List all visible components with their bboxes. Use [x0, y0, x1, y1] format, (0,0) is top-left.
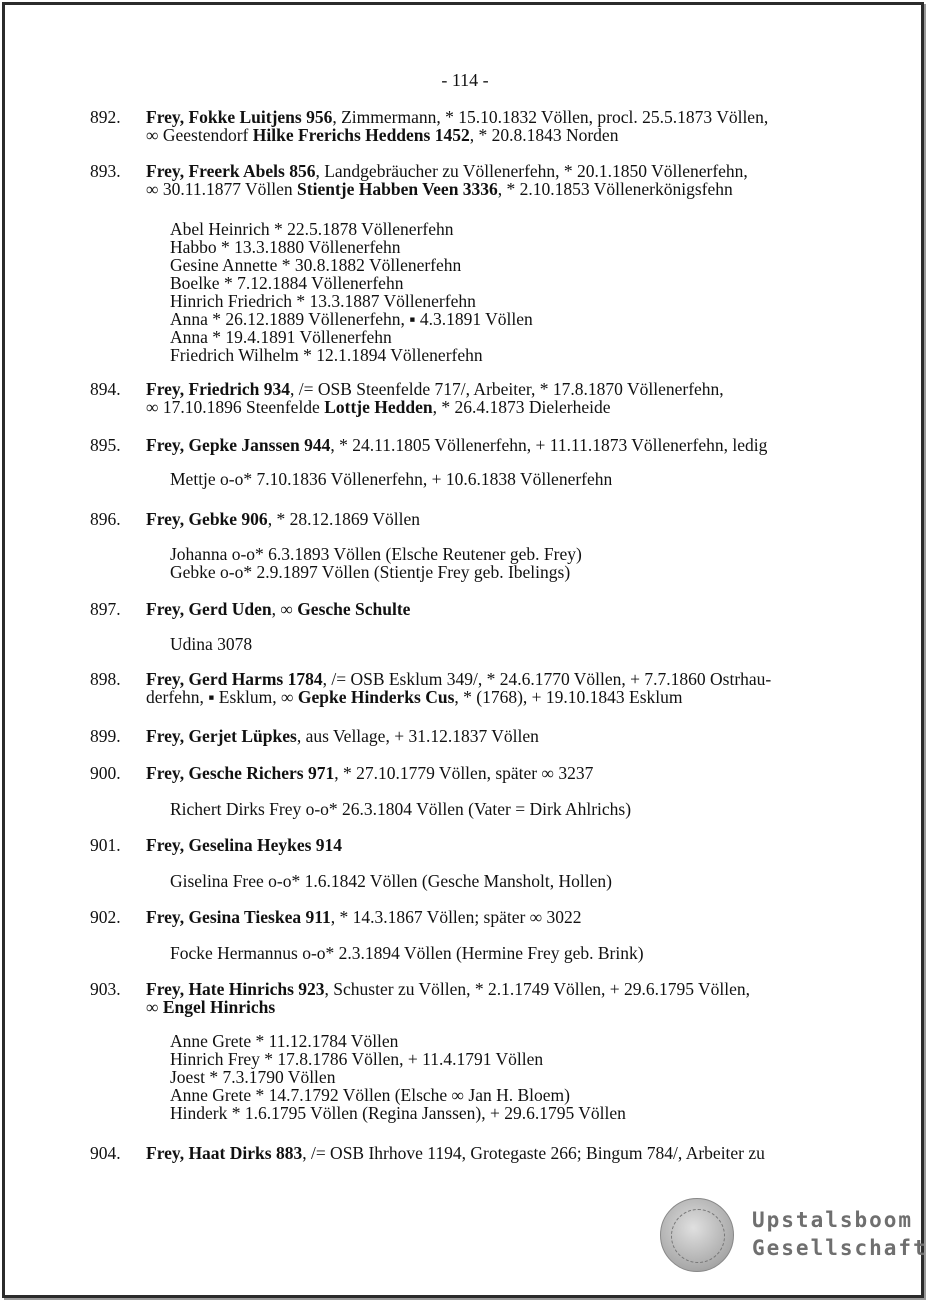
entry-902	[90, 908, 850, 962]
entry-name: Frey, Gesche Richers 971	[146, 763, 335, 783]
entry-details: , /= OSB Ihrhove 1194, Grotegaste 266; Bingum 784/, Arbeiter zu	[302, 1143, 765, 1163]
entry-details: , * 28.12.1869 Völlen	[267, 509, 421, 529]
child-item: Hinderk * 1.6.1795 Völlen (Regina Janssen), + 29.6.1795 Völlen	[170, 1103, 626, 1123]
entry-number: 894.	[90, 379, 121, 399]
spouse-details: , * 2.10.1853 Völlenerkönigsfehn	[497, 179, 733, 199]
entry-904	[90, 1144, 850, 1162]
entry-details: , * 14.3.1867 Völlen; später ∞ 3022	[330, 907, 582, 927]
logo-line-2: Gesellschaft	[752, 1236, 928, 1260]
spouse-name: Lottje Hedden	[324, 397, 433, 417]
child-item: Hinrich Frey * 17.8.1786 Völlen, + 11.4.1791 Völlen	[170, 1049, 544, 1069]
entry-896	[90, 510, 850, 581]
entry-number: 892.	[90, 107, 121, 127]
marriage-prefix: ∞	[146, 997, 163, 1017]
entry-number: 898.	[90, 669, 121, 689]
child-item: Hinrich Friedrich * 13.3.1887 Völlenerfehn	[170, 291, 476, 311]
entry-903	[90, 980, 850, 1122]
child-item: Gesine Annette * 30.8.1882 Völlenerfehn	[170, 255, 462, 275]
child-item: Gebke o-o* 2.9.1897 Völlen (Stientje Frey geb. Ibelings)	[170, 562, 571, 582]
children-list	[170, 944, 850, 962]
child-item: Udina 3078	[170, 634, 253, 654]
spouse-details: , * 26.4.1873 Dielerheide	[432, 397, 611, 417]
entry-name: Frey, Haat Dirks 883	[146, 1143, 303, 1163]
entry-name: Frey, Gerd Uden	[146, 599, 272, 619]
entry-number: 900.	[90, 763, 121, 783]
marriage-prefix: ∞ 17.10.1896 Steenfelde	[146, 397, 325, 417]
entry-900	[90, 764, 850, 818]
entry-name: Frey, Geselina Heykes 914	[146, 835, 343, 855]
spouse-details: , * (1768), + 19.10.1843 Esklum	[454, 687, 683, 707]
entry-number: 893.	[90, 161, 121, 181]
entry-895	[90, 436, 850, 488]
spouse-name: Hilke Frerichs Heddens 1452	[252, 125, 470, 145]
marriage-prefix: ∞ 30.11.1877 Völlen	[146, 179, 298, 199]
child-item: Boelke * 7.12.1884 Völlenerfehn	[170, 273, 404, 293]
child-item: Mettje o-o* 7.10.1836 Völlenerfehn, + 10.6.1838 Völlenerfehn	[170, 469, 613, 489]
marriage-prefix: , ∞	[271, 599, 298, 619]
child-item: Anne Grete * 14.7.1792 Völlen (Elsche ∞ Jan H. Bloem)	[170, 1085, 570, 1105]
child-item: Anna * 19.4.1891 Völlenerfehn	[170, 327, 392, 347]
children-list	[170, 545, 850, 581]
entry-892	[90, 108, 850, 144]
child-item: Richert Dirks Frey o-o* 26.3.1804 Völlen (Vater = Dirk Ahlrichs)	[170, 799, 632, 819]
spouse-name: Stientje Habben Veen 3336	[297, 179, 498, 199]
entry-details: , Schuster zu Völlen, * 2.1.1749 Völlen, + 29.6.1795 Völlen,	[324, 979, 751, 999]
entry-name: Frey, Hate Hinrichs 923	[146, 979, 325, 999]
logo-line-1: Upstalsboom	[752, 1208, 914, 1232]
spouse-name: Gesche Schulte	[297, 599, 411, 619]
entry-893	[90, 162, 850, 364]
entry-details: , Landgebräucher zu Völlenerfehn, * 20.1.1850 Völlenerfehn,	[315, 161, 748, 181]
marriage-prefix: derfehn, ▪ Esklum, ∞	[146, 687, 298, 707]
spouse-name: Engel Hinrichs	[162, 997, 276, 1017]
children-list	[170, 1032, 850, 1122]
entry-name: Frey, Gerd Harms 1784	[146, 669, 323, 689]
children-list	[170, 872, 850, 890]
entry-details: , /= OSB Esklum 349/, * 24.6.1770 Völlen, + 7.7.1860 Ostrhau-	[322, 669, 772, 689]
spouse-details: , * 20.8.1843 Norden	[469, 125, 619, 145]
children-list	[170, 800, 850, 818]
entry-details: , aus Vellage, + 31.12.1837 Völlen	[296, 726, 539, 746]
child-item: Habbo * 13.3.1880 Völlenerfehn	[170, 237, 401, 257]
entry-898	[90, 670, 850, 706]
entry-name: Frey, Fokke Luitjens 956	[146, 107, 333, 127]
entry-name: Frey, Friedrich 934	[146, 379, 291, 399]
children-list	[170, 635, 850, 653]
entry-details: , * 24.11.1805 Völlenerfehn, + 11.11.1873 Völlenerfehn, ledig	[330, 435, 768, 455]
entry-number: 903.	[90, 979, 121, 999]
entry-name: Frey, Gepke Janssen 944	[146, 435, 331, 455]
marriage-prefix: ∞ Geestendorf	[146, 125, 253, 145]
spouse-name: Gepke Hinderks Cus	[297, 687, 455, 707]
entry-details: , Zimmermann, * 15.10.1832 Völlen, procl. 25.5.1873 Völlen,	[332, 107, 769, 127]
child-item: Giselina Free o-o* 1.6.1842 Völlen (Gesche Mansholt, Hollen)	[170, 871, 612, 891]
child-item: Friedrich Wilhelm * 12.1.1894 Völlenerfehn	[170, 345, 483, 365]
entry-details: , /= OSB Steenfelde 717/, Arbeiter, * 17.8.1870 Völlenerfehn,	[290, 379, 724, 399]
child-item: Johanna o-o* 6.3.1893 Völlen (Elsche Reutener geb. Frey)	[170, 544, 582, 564]
entry-number: 904.	[90, 1143, 121, 1163]
entry-number: 895.	[90, 435, 121, 455]
child-item: Joest * 7.3.1790 Völlen	[170, 1067, 336, 1087]
page-number: - 114 -	[441, 70, 489, 90]
entry-name: Frey, Gesina Tieskea 911	[146, 907, 331, 927]
entry-name: Frey, Gerjet Lüpkes	[146, 726, 297, 746]
child-item: Anna * 26.12.1889 Völlenerfehn, ▪ 4.3.1891 Völlen	[170, 309, 533, 329]
watermark-logo	[660, 1196, 928, 1276]
entry-number: 902.	[90, 907, 121, 927]
entry-details: , * 27.10.1779 Völlen, später ∞ 3237	[334, 763, 594, 783]
entry-number: 897.	[90, 599, 121, 619]
entry-name: Frey, Freerk Abels 856	[146, 161, 316, 181]
entry-899	[90, 727, 850, 745]
child-item: Focke Hermannus o-o* 2.3.1894 Völlen (Hermine Frey geb. Brink)	[170, 943, 644, 963]
entry-894	[90, 380, 850, 416]
seal-icon	[660, 1198, 734, 1272]
entry-number: 896.	[90, 509, 121, 529]
children-list	[170, 220, 850, 364]
children-list	[170, 470, 850, 488]
entry-number: 901.	[90, 835, 121, 855]
entry-901	[90, 836, 850, 890]
entry-897	[90, 600, 850, 653]
entry-name: Frey, Gebke 906	[146, 509, 268, 529]
child-item: Anne Grete * 11.12.1784 Völlen	[170, 1031, 399, 1051]
entry-number: 899.	[90, 726, 121, 746]
child-item: Abel Heinrich * 22.5.1878 Völlenerfehn	[170, 219, 454, 239]
